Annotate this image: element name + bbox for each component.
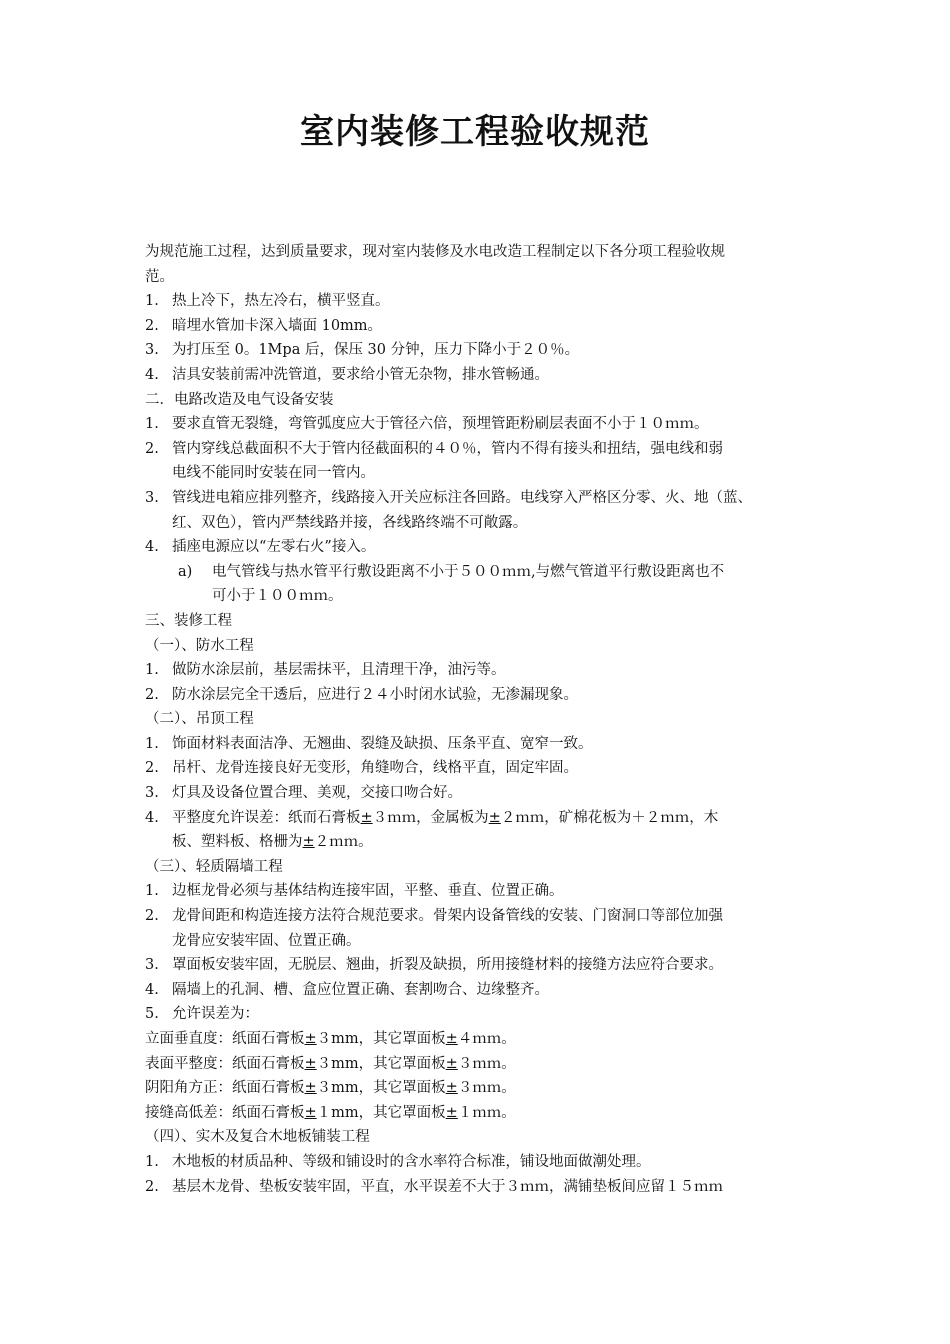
intro-paragraph-line: 范。 — [145, 268, 174, 285]
list-item — [145, 781, 810, 806]
list-item — [145, 412, 810, 437]
tolerance-line — [145, 1027, 810, 1052]
item-text-line — [172, 806, 810, 831]
item-text: 基层木龙骨、垫板安装牢固，平直，水平误差不大于３ｍｍ，满铺垫板间应留１５ｍｍ — [172, 1178, 723, 1195]
sub-item-text-line: 可小于１００ｍｍ。 — [212, 588, 343, 605]
tolerance-label: 表面平整度：纸面石膏板 — [145, 1055, 305, 1072]
item-text: 做防水涂层前，基层需抹平，且清理干净，油污等。 — [172, 662, 506, 679]
item-text: 要求直管无裂缝，弯管弧度应大于管径六倍，预埋管距粉刷层表面不小于１０ｍｍ。 — [172, 416, 709, 433]
sub-list-item — [145, 560, 810, 609]
item-text: 洁具安装前需冲洗管道，要求给小管无杂物，排水管畅通。 — [172, 366, 549, 383]
item-number: 4. — [145, 366, 159, 383]
intro-paragraph-line: 为规范施工过程，达到质量要求，现对室内装修及水电改造工程制定以下各分项工程验收规 — [145, 244, 725, 260]
item-number: 3. — [145, 785, 159, 802]
list-item — [145, 535, 810, 560]
subsection-heading: （四）、实木及复合木地板铺装工程 — [145, 1129, 370, 1146]
list-item — [145, 683, 810, 708]
plus-minus-sign: ± — [445, 1104, 458, 1121]
list-item — [145, 879, 810, 904]
item-text: 插座电源应以“左零右火”接入。 — [172, 539, 376, 556]
item-text: 边框龙骨必须与基体结构连接牢固，平整、垂直、位置正确。 — [172, 883, 564, 900]
item-number: 2. — [145, 1178, 159, 1195]
item-text-line: 红、双色），管内严禁线路并接，各线路终端不可敞露。 — [172, 514, 528, 531]
item-number: 1. — [145, 883, 159, 900]
item-number: 5. — [145, 1006, 159, 1023]
item-number: 3. — [145, 342, 159, 359]
tolerance-text: 平整度允许误差：纸而石膏板 — [172, 809, 361, 826]
tolerance-value: ３mm，其它罩面板 — [316, 1031, 446, 1047]
item-number: 1. — [145, 735, 159, 752]
sub-item-marker: a) — [178, 563, 193, 580]
tolerance-line — [145, 1052, 810, 1077]
document-title: 室内装修工程验收规范 — [300, 112, 650, 152]
list-item — [145, 904, 810, 953]
tolerance-value: １mm，其它罩面板 — [316, 1104, 446, 1121]
list-item — [145, 1150, 810, 1175]
item-text: 为打压至 0。1Mpa 后，保压 30 分钟，压力下降小于２０％。 — [172, 342, 580, 359]
item-text: 防水涂层完全干透后，应进行２４小时闭水试验，无渗漏现象。 — [172, 686, 578, 703]
list-item — [145, 314, 810, 339]
section-heading: 三、装修工程 — [145, 612, 232, 629]
tolerance-label: 接缝高低差：纸面石膏板 — [145, 1104, 305, 1121]
tolerance-label: 立面垂直度：纸面石膏板 — [145, 1031, 305, 1047]
plus-minus-sign: ± — [488, 809, 501, 826]
subsection-heading: （一）、防水工程 — [145, 637, 254, 654]
item-number: 1. — [145, 293, 159, 310]
tolerance-value: ３mm，其它罩面板 — [316, 1080, 446, 1097]
item-number: 4. — [145, 809, 159, 826]
list-item — [145, 1002, 810, 1027]
section-heading: 二．电路改造及电气设备安装 — [145, 391, 334, 408]
tolerance-text: ２ｍｍ，矿棉花板为＋２ｍｍ，木 — [500, 809, 719, 826]
item-number: 1. — [145, 416, 159, 433]
plus-minus-sign: ± — [445, 1080, 458, 1097]
item-number: 2. — [145, 760, 159, 777]
list-item — [145, 978, 810, 1003]
tolerance-text: ２ｍｍ。 — [314, 834, 373, 851]
plus-minus-sign: ± — [445, 1055, 458, 1072]
document-body — [145, 240, 810, 1199]
plus-minus-sign: ± — [302, 834, 315, 851]
list-item — [145, 1175, 810, 1200]
item-number: 2. — [145, 317, 159, 334]
tolerance-value: ３ｍｍ。 — [457, 1080, 516, 1097]
list-item — [145, 486, 810, 535]
list-item — [145, 732, 810, 757]
list-item — [145, 363, 810, 388]
tolerance-value: ４ｍｍ。 — [457, 1031, 516, 1047]
list-item — [145, 437, 810, 486]
item-text: 允许误差为： — [172, 1006, 259, 1023]
item-text-line: 龙骨间距和构造连接方法符合规范要求。骨架内设备管线的安装、门窗洞口等部位加强 — [172, 908, 723, 925]
item-text: 暗埋水管加卡深入墙面 10mm。 — [172, 317, 383, 334]
tolerance-line — [145, 1101, 810, 1126]
item-number: 3. — [145, 957, 159, 974]
tolerance-label: 阴阳角方正：纸面石膏板 — [145, 1080, 305, 1097]
item-text: 隔墙上的孔洞、槽、盒应位置正确、套割吻合、边缘整齐。 — [172, 981, 549, 998]
list-item — [145, 756, 810, 781]
subsection-heading: （二）、吊顶工程 — [145, 711, 254, 728]
plus-minus-sign: ± — [304, 1031, 317, 1047]
sub-item-text-line: 电气管线与热水管平行敷设距离不小于５００ｍｍ,与燃气管道平行敷设距离也不 — [212, 563, 725, 580]
plus-minus-sign: ± — [360, 809, 373, 826]
list-item — [145, 806, 810, 855]
tolerance-text: 板、塑料板、格栅为 — [172, 834, 303, 851]
tolerance-value: ３ｍｍ。 — [457, 1055, 516, 1072]
item-text: 罩面板安装牢固，无脱层、翘曲，折裂及缺损，所用接缝材料的接缝方法应符合要求。 — [172, 957, 723, 974]
item-text-line — [172, 830, 810, 855]
item-text: 灯具及设备位置合理、美观，交接口吻合好。 — [172, 785, 462, 802]
tolerance-value: １ｍｍ。 — [457, 1104, 516, 1121]
tolerance-text: ３ｍｍ，金属板为 — [372, 809, 489, 826]
item-text: 饰面材料表面洁净、无翘曲、裂缝及缺损、压条平直、宽窄一致。 — [172, 735, 593, 752]
item-number: 4. — [145, 981, 159, 998]
item-number: 2. — [145, 686, 159, 703]
subsection-heading: （三）、轻质隔墙工程 — [145, 858, 283, 875]
item-number: 1. — [145, 662, 159, 679]
tolerance-value: ３mm，其它罩面板 — [316, 1055, 446, 1072]
list-item — [145, 953, 810, 978]
plus-minus-sign: ± — [304, 1104, 317, 1121]
list-item — [145, 658, 810, 683]
item-number: 2. — [145, 908, 159, 925]
list-item — [145, 289, 810, 314]
tolerance-line — [145, 1076, 810, 1101]
item-text: 吊杆、龙骨连接良好无变形，角缝吻合，线格平直，固定牢固。 — [172, 760, 578, 777]
plus-minus-sign: ± — [445, 1031, 458, 1047]
item-text: 木地板的材质品种、等级和铺设时的含水率符合标准，铺设地面做潮处理。 — [172, 1153, 651, 1170]
plus-minus-sign: ± — [304, 1055, 317, 1072]
item-number: 1. — [145, 1153, 159, 1170]
item-number: 4. — [145, 539, 159, 556]
item-number: 2. — [145, 440, 159, 457]
item-text-line: 管内穿线总截面积不大于管内径截面积的４０％，管内不得有接头和扭结，强电线和弱 — [172, 440, 723, 457]
item-text-line: 龙骨应安装牢固、位置正确。 — [172, 932, 361, 949]
item-text-line: 电线不能同时安装在同一管内。 — [172, 465, 375, 482]
plus-minus-sign: ± — [304, 1080, 317, 1097]
item-text: 热上冷下，热左冷右，横平竖直。 — [172, 293, 390, 310]
item-number: 3. — [145, 489, 159, 506]
item-text-line: 管线进电箱应排列整齐，线路接入开关应标注各回路。电线穿入严格区分零、火、地（蓝、 — [172, 489, 752, 506]
list-item — [145, 338, 810, 363]
